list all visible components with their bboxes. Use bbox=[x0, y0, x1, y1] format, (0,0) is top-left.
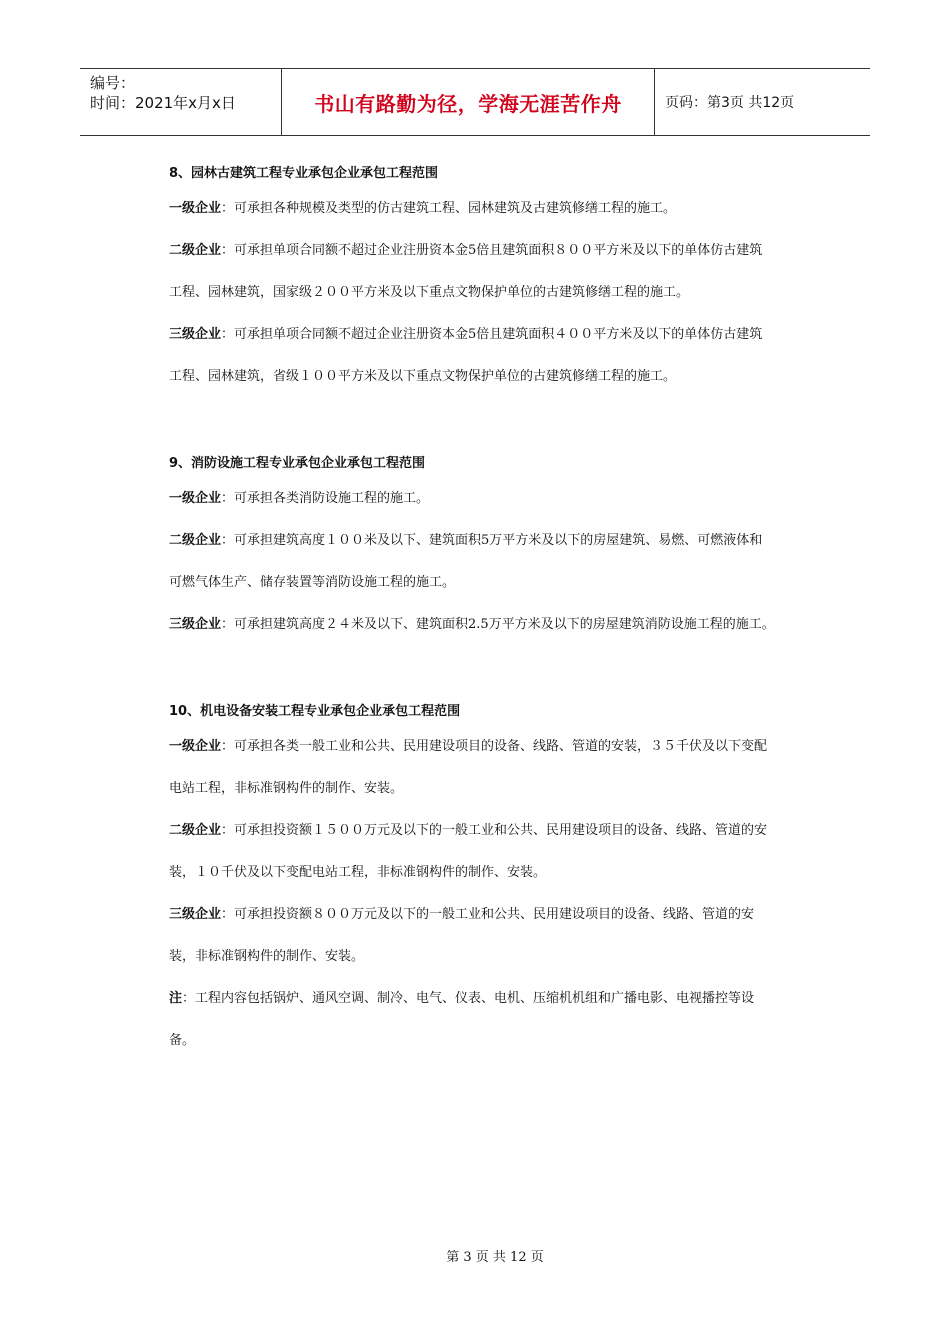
section-10 bbox=[169, 698, 775, 1062]
qualification-text: ：可承担建筑高度１００米及以下、建筑面积5万平方米及以下的房屋建筑、易燃、可燃液体和可燃气体生产、储存装置等消防设施工程的施工。 bbox=[169, 533, 763, 590]
qualification-text: ：可承担建筑高度２４米及以下、建筑面积2.5万平方米及以下的房屋建筑消防设施工程的施工。 bbox=[221, 617, 775, 632]
qualification-level: 二级企业 bbox=[169, 243, 222, 258]
qualification-paragraph bbox=[169, 314, 775, 398]
qualification-level: 三级企业 bbox=[169, 327, 222, 342]
document-body bbox=[169, 160, 775, 1062]
page-header bbox=[80, 68, 870, 136]
qualification-text: ：可承担单项合同额不超过企业注册资本金5倍且建筑面积４００平方米及以下的单体仿古建筑工程、园林建筑，省级１００平方米及以下重点文物保护单位的古建筑修缮工程的施工。 bbox=[169, 327, 763, 384]
qualification-text: ：可承担投资额８００万元及以下的一般工业和公共、民用建设项目的设备、线路、管道的安装，非标准钢构件的制作、安装。 bbox=[169, 907, 755, 964]
qualification-level: 一级企业 bbox=[169, 201, 222, 216]
section-title: 9、消防设施工程专业承包企业承包工程范围 bbox=[169, 456, 426, 471]
qualification-paragraph bbox=[169, 230, 775, 314]
qualification-paragraph bbox=[169, 478, 775, 520]
qualification-level: 二级企业 bbox=[169, 533, 222, 548]
document-number-label: 编号： bbox=[90, 74, 136, 92]
qualification-text: ：可承担各类消防设施工程的施工。 bbox=[221, 491, 430, 506]
qualification-level: 二级企业 bbox=[169, 823, 222, 838]
section-spacer bbox=[169, 398, 775, 450]
header-meta bbox=[80, 69, 282, 135]
qualification-level: 一级企业 bbox=[169, 491, 222, 506]
qualification-paragraph bbox=[169, 894, 775, 978]
qualification-text: ：可承担各类一般工业和公共、民用建设项目的设备、线路、管道的安装，３５千伏及以下变配电站工程，非标准钢构件的制作、安装。 bbox=[169, 739, 768, 796]
page-footer bbox=[0, 1246, 950, 1265]
qualification-text: ：可承担单项合同额不超过企业注册资本金5倍且建筑面积８００平方米及以下的单体仿古建筑工程、园林建筑，国家级２００平方米及以下重点文物保护单位的古建筑修缮工程的施工。 bbox=[169, 243, 763, 300]
header-motto-cell bbox=[282, 69, 655, 135]
document-time-label: 时间：2021年x月x日 bbox=[90, 94, 236, 112]
qualification-paragraph bbox=[169, 810, 775, 894]
qualification-text: ：可承担各种规模及类型的仿古建筑工程、园林建筑及古建筑修缮工程的施工。 bbox=[221, 201, 677, 216]
section-8 bbox=[169, 160, 775, 398]
section-9 bbox=[169, 450, 775, 646]
qualification-level: 一级企业 bbox=[169, 739, 222, 754]
qualification-paragraph bbox=[169, 520, 775, 604]
header-motto: 书山有路勤为径，学海无涯苦作舟 bbox=[314, 91, 622, 116]
section-spacer bbox=[169, 646, 775, 698]
qualification-paragraph bbox=[169, 726, 775, 810]
qualification-text: ：可承担投资额１５００万元及以下的一般工业和公共、民用建设项目的设备、线路、管道的安装，１０千伏及以下变配电站工程，非标准钢构件的制作、安装。 bbox=[169, 823, 768, 880]
note-label: 注 bbox=[169, 991, 183, 1006]
header-page-info: 页码：第3页 共12页 bbox=[665, 95, 795, 111]
note-text: ：工程内容包括锅炉、通风空调、制冷、电气、仪表、电机、压缩机机组和广播电影、电视播控等设备。 bbox=[169, 991, 755, 1048]
footer-page-number: 第 3 页 共 12 页 bbox=[446, 1250, 544, 1265]
section-title: 8、园林古建筑工程专业承包企业承包工程范围 bbox=[169, 166, 439, 181]
qualification-level: 三级企业 bbox=[169, 907, 222, 922]
note-paragraph bbox=[169, 978, 775, 1062]
qualification-paragraph bbox=[169, 604, 775, 646]
section-title: 10、机电设备安装工程专业承包企业承包工程范围 bbox=[169, 704, 461, 719]
qualification-paragraph bbox=[169, 188, 775, 230]
qualification-level: 三级企业 bbox=[169, 617, 222, 632]
